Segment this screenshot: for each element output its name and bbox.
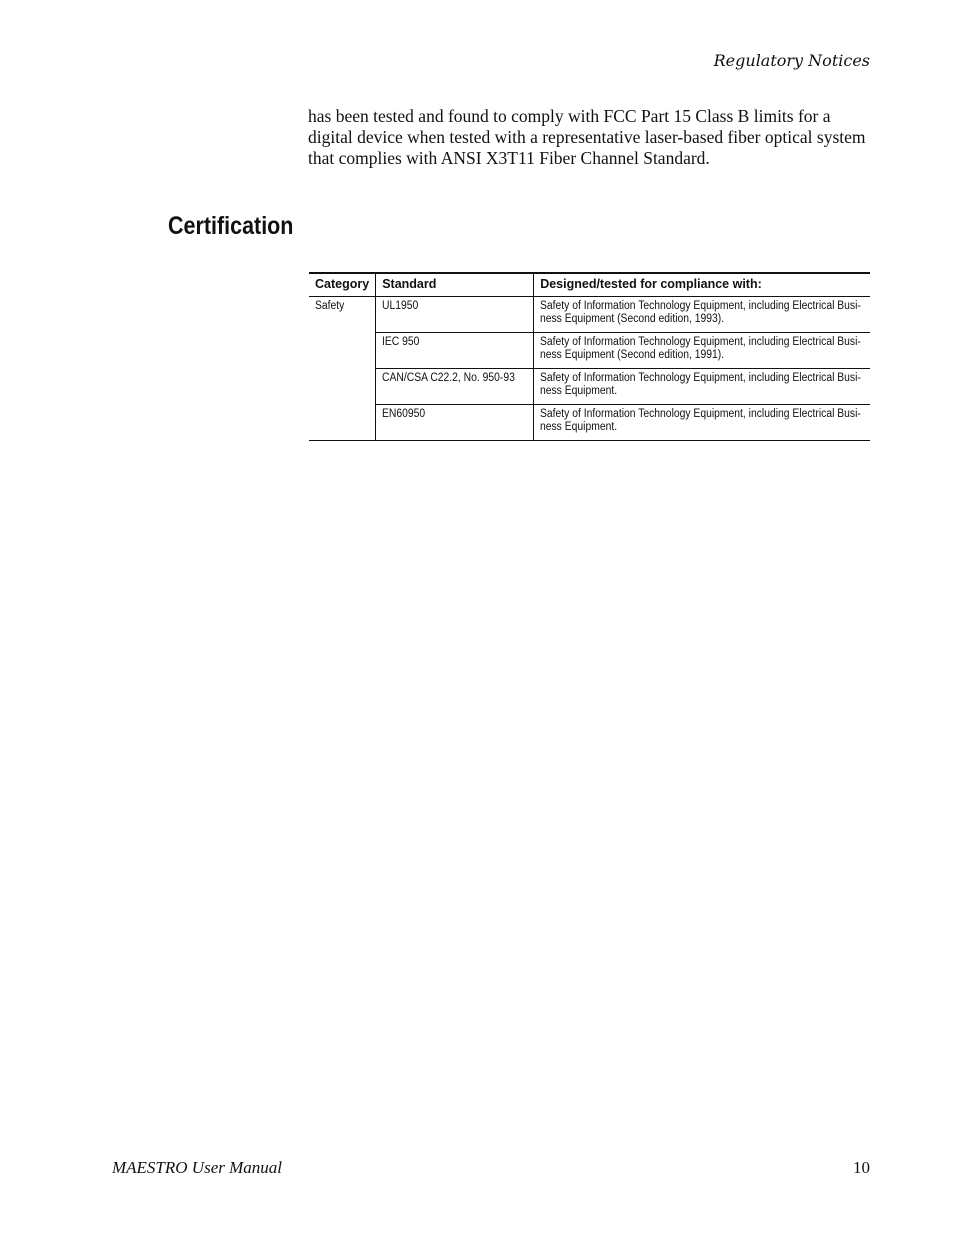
- running-header: Regulatory Notices: [713, 51, 870, 70]
- table-row: [309, 405, 870, 441]
- description-text: Safety of Information Technology Equipment, including Electrical Busi-ness Equipment (Second edition, 1991).: [540, 336, 862, 361]
- table-header-row: [309, 273, 870, 297]
- standard-cell: [376, 333, 534, 369]
- category-cell: [309, 297, 376, 441]
- standard-label: UL1950: [382, 300, 419, 312]
- section-heading: Certification: [168, 212, 294, 240]
- category-label: Safety: [315, 300, 345, 312]
- standard-label: EN60950: [382, 408, 426, 420]
- column-header-standard: Standard: [376, 273, 534, 297]
- column-header-category: Category: [309, 273, 376, 297]
- standard-cell: [376, 405, 534, 441]
- description-text: Safety of Information Technology Equipment, including Electrical Busi-ness Equipment (Second edition, 1993).: [540, 300, 862, 325]
- description-cell: [534, 333, 870, 369]
- description-text: Safety of Information Technology Equipment, including Electrical Busi-ness Equipment.: [540, 408, 862, 433]
- table-row: [309, 333, 870, 369]
- standard-cell: [376, 297, 534, 333]
- description-cell: [534, 297, 870, 333]
- standard-cell: [376, 369, 534, 405]
- table-row: [309, 297, 870, 333]
- page-number: 10: [853, 1158, 870, 1177]
- column-header-compliance: Designed/tested for compliance with:: [534, 273, 870, 297]
- standard-label: CAN/CSA C22.2, No. 950-93: [382, 372, 516, 384]
- intro-paragraph: has been tested and found to comply with FCC Part 15 Class B limits for a digital device when tested with a representative laser-based fiber optical system that complies with ANSI X3T11 Fiber Channel Standard.: [308, 106, 866, 168]
- standard-label: IEC 950: [382, 336, 420, 348]
- table-row: [309, 369, 870, 405]
- footer-manual-title: MAESTRO User Manual: [112, 1158, 282, 1177]
- description-cell: [534, 369, 870, 405]
- description-cell: [534, 405, 870, 441]
- certification-table: [309, 272, 870, 441]
- description-text: Safety of Information Technology Equipment, including Electrical Busi-ness Equipment.: [540, 372, 862, 397]
